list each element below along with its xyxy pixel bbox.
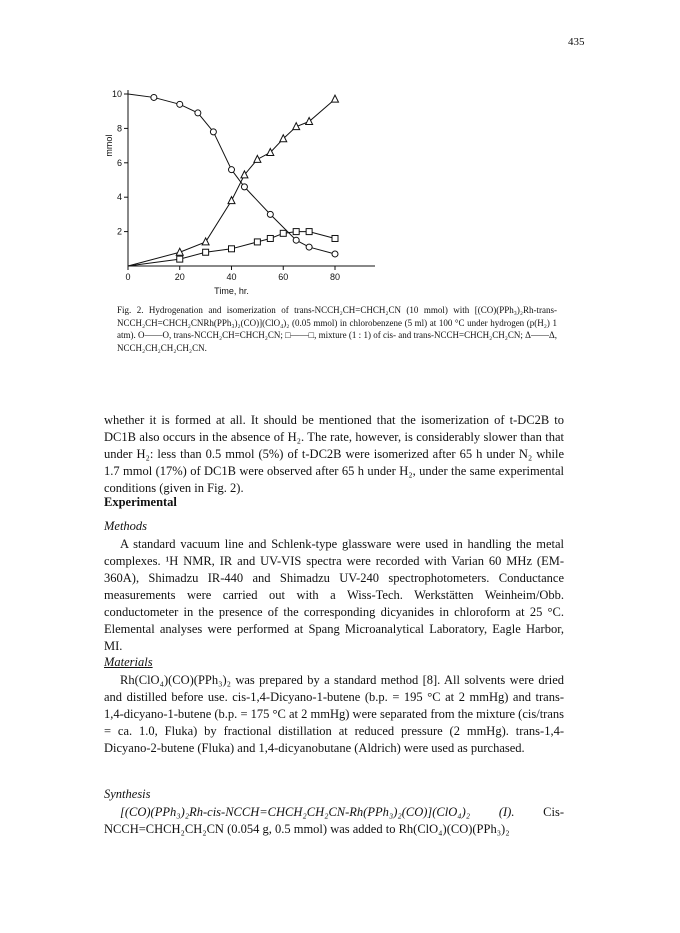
- paragraph-text: whether it is formed at all. It should be mentioned that the isomerization of t-DC2B to DC1B also occurs in the absence of H₂. The rate, however, is considerably slower than that under H₂: less than 0.5 mmol (5%) of t-DC2B were isomerized after 65 h under N₂ while 1.7 mmol (17%) of DC1B were observed after 65 h under H₂, under the same experimental conditions (given in Fig. 2).: [104, 413, 564, 495]
- data-point-triangle: [332, 95, 339, 102]
- series-line-triangle: [128, 99, 335, 266]
- methods-paragraph: [104, 536, 564, 655]
- paragraph-text: Rh(ClO₄)(CO)(PPh₃)₂ was prepared by a standard method [8]. All solvents were dried and distilled before use. cis-1,4-Dicyano-1-butene (b.p. = 195 °C at 2 mmHg) and trans-1,4-dicyano-1-butene (b.p. = 175 °C at 2 mmHg) were separated from the mixture (cis/trans = ca. 1.0, Fluka) by fractional distillation at reduced pressure (2 mmHg). trans-1,4-Dicyano-2-butene (Fluka) and 1,4-dicyanobutane (Aldrich) were used as purchased.: [104, 673, 564, 755]
- y-tick-label: 8: [116, 123, 122, 134]
- data-point-square: [280, 230, 286, 236]
- body-paragraph-1: [104, 412, 564, 497]
- heading-experimental: Experimental: [104, 495, 177, 509]
- x-tick-label: 80: [329, 272, 341, 282]
- series-line-circle: [128, 94, 335, 254]
- x-tick-label: 20: [174, 272, 185, 282]
- figure-caption: [117, 304, 557, 354]
- synthesis-compound-title: [(CO)(PPh₃)₂Rh-cis-NCCH=CHCH₂CH₂CN-Rh(PPh₃)₂(CO)](ClO₄)₂ (I).: [120, 805, 515, 819]
- paragraph-text: A standard vacuum line and Schlenk-type glassware were used in handling the metal complexes. ¹H NMR, IR and UV-VIS spectra were recorded with Varian 60 MHz (EM-360A), Shimadzu IR-440 and Shimadzu UV-240 spectrophotometers. Conductance measurements were carried out with a Wiss-Tech. Werkstätten Weinheim/Obb. conductometer in the presence of the corresponding dicyanides in chloroform at 25 °C. Elemental analyses were performed at Spang Microanalytical Laboratory, Eagle Harbor, MI.: [104, 537, 564, 653]
- synthesis-text: Cis-NCCH=CHCH₂CH₂CN (0.054 g, 0.5 mmol) was added to Rh(ClO₄)(CO)(PPh₃)₂: [104, 805, 565, 836]
- data-point-circle: [332, 251, 338, 257]
- figure-2-chart: [100, 78, 390, 300]
- y-tick-label: 10: [111, 89, 122, 99]
- x-tick-label: 60: [278, 272, 289, 282]
- data-point-circle: [267, 211, 273, 217]
- page-number: 435: [568, 36, 585, 48]
- data-point-square: [203, 249, 209, 255]
- data-point-square: [229, 246, 235, 252]
- data-point-circle: [151, 94, 157, 100]
- materials-paragraph: [104, 672, 564, 757]
- data-point-circle: [241, 184, 247, 190]
- data-point-square: [332, 235, 338, 241]
- data-point-circle: [306, 244, 312, 250]
- data-point-square: [293, 229, 299, 235]
- data-point-square: [267, 235, 273, 241]
- data-point-triangle: [306, 118, 313, 125]
- data-point-triangle: [202, 238, 209, 245]
- caption-text: Hydrogenation and isomerization of trans-NCCH₂CH=CHCH₂CN (10 mmol) with [(CO)(PPh₃)₂Rh-trans-NCCH₂CH=CHCH₂CNRh(PPh₃)₂(CO)](ClO₄)₂ (0.05 mmol) in chlorobenzene (5 ml) at 100 °C under hydrogen (p(H₂) 1 atm). O——O, trans-NCCH₂CH=CHCH₂CN; □——□, mixture (1 : 1) of cis- and trans-NCCH=CHCH₂CH₂CN; Δ——Δ, NCCH₂CH₂CH₂CH₂CN.: [117, 305, 558, 353]
- x-tick-label: 0: [125, 272, 131, 282]
- data-point-circle: [210, 129, 216, 135]
- data-point-circle: [229, 167, 235, 173]
- data-point-circle: [195, 110, 201, 116]
- synthesis-paragraph: [104, 804, 564, 838]
- x-tick-label: 40: [226, 272, 237, 282]
- y-tick-label: 6: [116, 157, 122, 168]
- data-point-circle: [293, 237, 299, 243]
- y-tick-label: 2: [116, 226, 122, 237]
- data-point-triangle: [228, 197, 235, 204]
- y-tick-label: 4: [116, 192, 122, 203]
- chart-svg: [100, 78, 390, 300]
- data-point-square: [306, 229, 312, 235]
- data-point-square: [177, 256, 183, 262]
- subheading-methods: Methods: [104, 519, 148, 533]
- x-axis-label: Time, hr.: [214, 286, 249, 296]
- subheading-synthesis: Synthesis: [104, 787, 151, 801]
- subheading-materials: Materials: [104, 655, 153, 669]
- paragraph-text: [104, 804, 564, 838]
- data-point-triangle: [254, 155, 261, 162]
- data-point-square: [254, 239, 260, 245]
- y-axis-label: mmol: [104, 134, 114, 157]
- caption-label: Fig. 2.: [117, 305, 144, 315]
- data-point-circle: [177, 101, 183, 107]
